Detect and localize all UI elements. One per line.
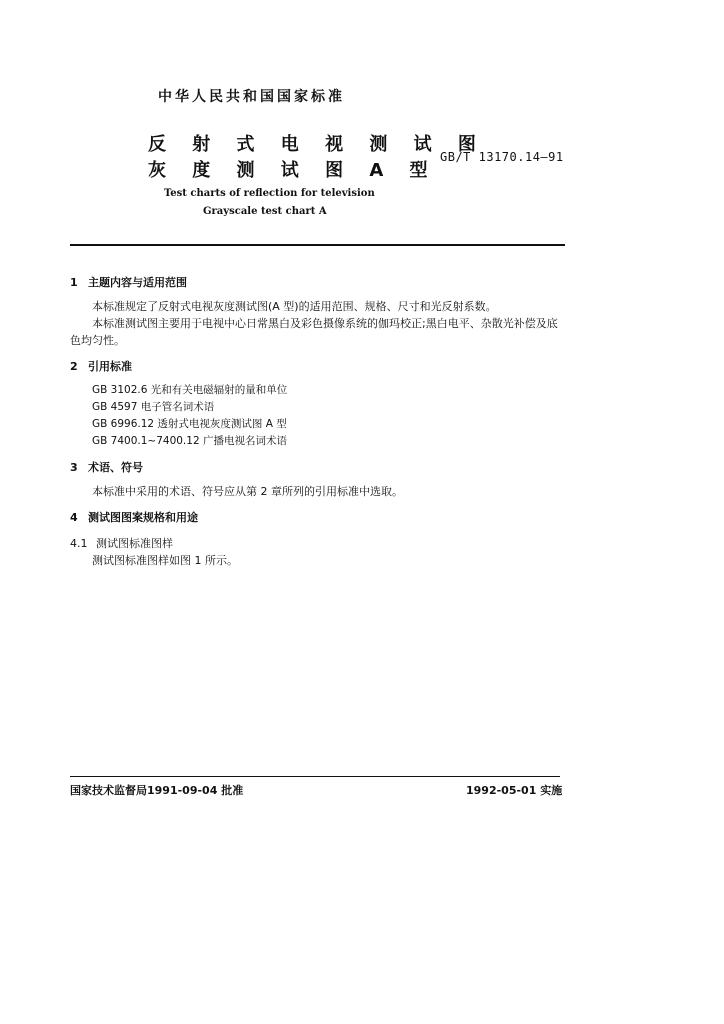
standard-number: GB/T 13170.14—91 [440, 150, 564, 164]
implementation-note: 1992-05-01 实施 [466, 784, 563, 797]
reference-item: GB 7400.1~7400.12 广播电视名词术语 [92, 435, 287, 447]
approval-note: 国家技术监督局1991-09-04 批准 [70, 784, 244, 797]
section-heading-1 [70, 274, 187, 290]
section-heading-2 [70, 358, 132, 374]
paragraph: 色均匀性。 [70, 334, 125, 347]
header-divider [70, 244, 565, 246]
paragraph: 本标准中采用的术语、符号应从第 2 章所列的引用标准中选取。 [92, 485, 403, 498]
section-number: 4 [70, 511, 78, 524]
chinese-title-line1: 反 射 式 电 视 测 试 图 [148, 134, 486, 155]
paragraph: 本标准规定了反射式电视灰度测试图(A 型)的适用范围、规格、尺寸和光反射系数。 [92, 300, 497, 313]
paragraph: 本标准测试图主要用于电视中心日常黑白及彩色摄像系统的伽玛校正;黑白电平、杂散光补偿及底 [92, 317, 558, 330]
reference-item: GB 6996.12 透射式电视灰度测试图 A 型 [92, 418, 287, 430]
english-title-line2: Grayscale test chart A [203, 206, 327, 217]
section-heading-3 [70, 459, 143, 475]
section-number: 1 [70, 276, 78, 289]
section-number: 3 [70, 461, 78, 474]
standard-type: 中华人民共和国国家标准 [158, 89, 345, 105]
section-heading-4 [70, 509, 198, 525]
section-title: 测试图图案规格和用途 [88, 511, 198, 524]
reference-item: GB 4597 电子管名词术语 [92, 401, 215, 413]
section-title: 引用标准 [88, 360, 132, 373]
subsection-title: 测试图标准图样 [96, 537, 173, 550]
section-title: 主题内容与适用范围 [88, 276, 187, 289]
reference-item: GB 3102.6 光和有关电磁辐射的量和单位 [92, 384, 288, 396]
english-title-line1: Test charts of reflection for television [164, 188, 375, 199]
subsection-heading-4-1 [70, 535, 173, 551]
subsection-number: 4.1 [70, 537, 88, 550]
paragraph: 测试图标准图样如图 1 所示。 [92, 554, 238, 567]
chinese-title-line2: 灰 度 测 试 图 A 型 [148, 160, 438, 181]
section-title: 术语、符号 [88, 461, 143, 474]
section-number: 2 [70, 360, 78, 373]
footer-divider [70, 776, 560, 777]
